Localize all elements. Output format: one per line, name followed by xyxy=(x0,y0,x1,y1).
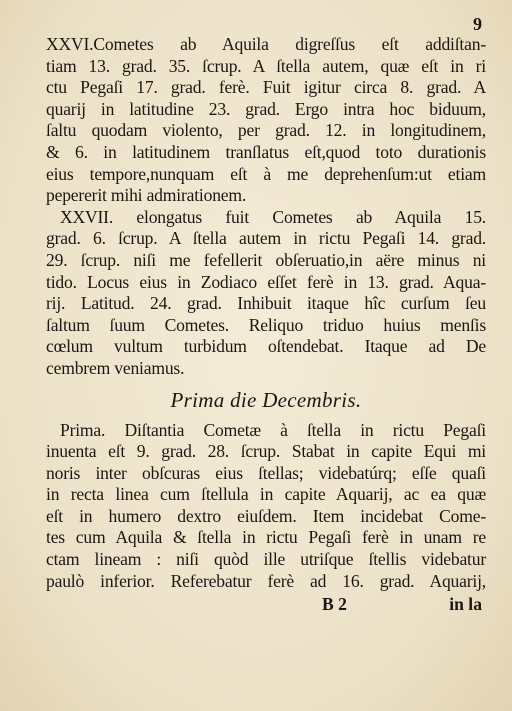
text-line: Prima. Diſtantia Cometæ à ſtella in rictu Pegaſi xyxy=(60,419,486,440)
text-line: rij. Latitud. 24. grad. Inhibuit itaque hîc curſum ſeu xyxy=(46,293,486,314)
text-line: paulò inferior. Referebatur ferè ad 16. grad. Aquarij, xyxy=(46,570,486,591)
page-footer xyxy=(46,592,486,616)
text-line: 29. ſcrup. niſi me fefellerit obſeruatio,in aëre minus ni xyxy=(46,249,486,270)
text-line: tes cum Aquila & ſtella in rictu Pegaſi ferè in unam re xyxy=(46,527,486,548)
paragraph-3 xyxy=(46,420,486,593)
text-line: cœlum vultum turbidum oſtendebat. Itaque ad De xyxy=(46,336,486,357)
text-line: quarij in latitudine 23. grad. Ergo intra hoc biduum, xyxy=(46,98,486,119)
text-line: ſaltum ſuum Cometes. Reliquo triduo huius menſis xyxy=(46,314,486,335)
page-text xyxy=(46,34,486,616)
text-line: eius tempore,nunquam eſt à me deprehenſum:ut etiam xyxy=(46,163,486,184)
text-line: in recta linea cum ſtellula in capite Aquarij, ac ea quæ xyxy=(46,484,486,505)
text-line: tido. Locus eius in Zodiaco eſſet ferè in 13. grad. Aqua- xyxy=(46,271,486,292)
text-line: cembrem veniamus. xyxy=(46,357,185,378)
text-line: pepererit mihi admirationem. xyxy=(46,185,247,206)
text-line: ſaltu quodam violento, per grad. 12. in longitudinem, xyxy=(46,120,486,141)
text-line: inuenta eſt 9. grad. 28. ſcrup. Stabat in capite Equi mi xyxy=(46,441,486,462)
signature-mark: B 2 xyxy=(322,594,347,615)
section-heading: Prima die Decembris. xyxy=(170,387,362,412)
text-line: & 6. in latitudinem tranſlatus eſt,quod toto durationis xyxy=(46,141,486,162)
text-line: ctu Pegaſi 17. grad. ferè. Fuit igitur circa 8. grad. A xyxy=(46,77,486,98)
text-line: XXVI.Cometes ab Aquila digreſſus eſt addiſtan- xyxy=(46,34,486,54)
text-line: XXVII. elongatus fuit Cometes ab Aquila 15. xyxy=(60,206,486,227)
text-line: grad. 6. ſcrup. A ſtella autem in rictu Pegaſi 14. grad. xyxy=(46,228,486,249)
text-line: tiam 13. grad. 35. ſcrup. A ſtella autem, quæ eſt in ri xyxy=(46,55,486,76)
paragraph-2 xyxy=(46,207,486,380)
text-line: eſt in humero dextro eiuſdem. Item incidebat Come- xyxy=(46,505,486,526)
page-number: 9 xyxy=(473,14,482,34)
text-line: noris inter obſcuras eius ſtellas; videbatúrq; eſſe quaſi xyxy=(46,462,486,483)
paragraph-1 xyxy=(46,34,486,207)
text-line: ctam lineam : niſi quòd ille utriſque ſtellis videbatur xyxy=(46,549,486,570)
catchword: in la xyxy=(449,594,482,615)
